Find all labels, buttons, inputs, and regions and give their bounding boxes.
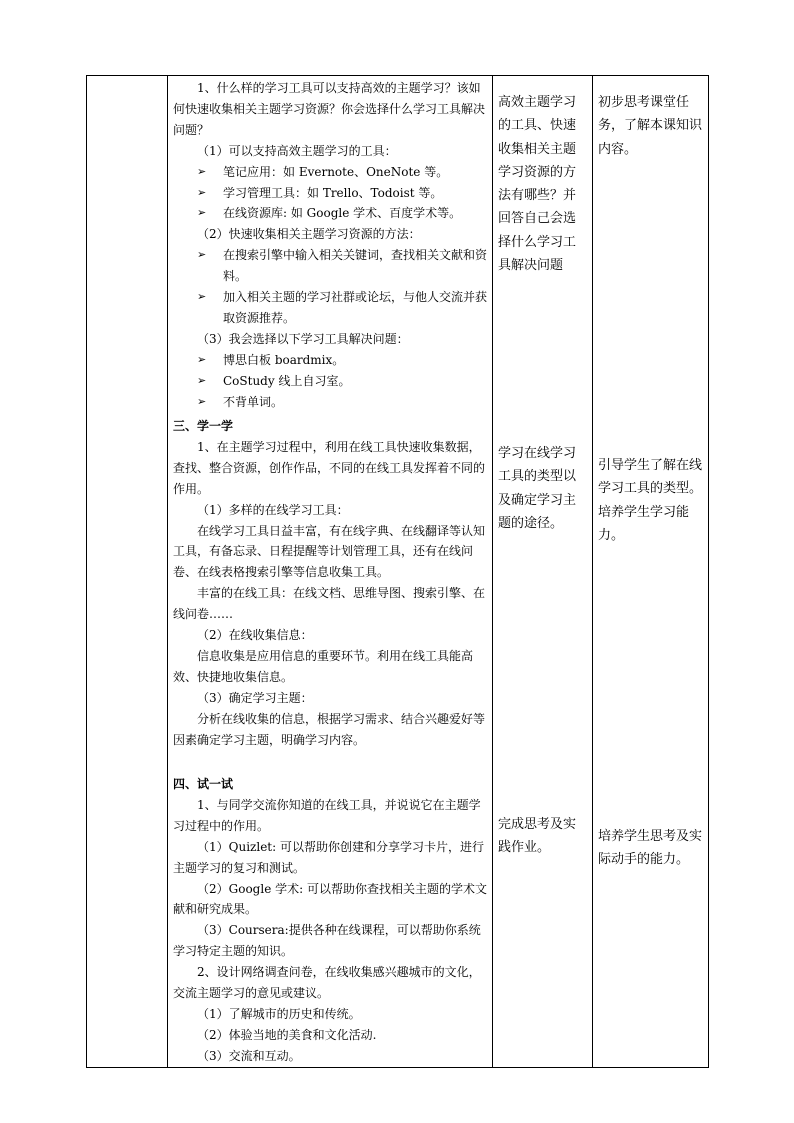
design-intent-cell [493,76,593,1068]
arrow-bullet-icon: ➢ [197,185,207,199]
paragraph: 分析在线收集的信息，根据学习需求、结合兴趣爱好等因素确定学习主题，明确学习内容。 [173,711,486,747]
paragraph: （1）Quizlet: 可以帮助你创建和分享学习卡片，进行主题学习的复习和测试。 [173,839,484,875]
design-intent-text: 学习在线学习工具的类型以及确定学习主题的途径。 [498,446,577,531]
list-item: （2）体验当地的美食和文化活动. [197,1027,377,1042]
question-paragraph: 1、什么样的学习工具可以支持高效的主题学习？该如何快速收集相关主题学习资源？你会选择什么学习工具解决问题？ [173,81,486,137]
paragraph: 1、在主题学习过程中，利用在线工具快速收集数据，查找、整合资源，创作作品，不同的在线工具发挥着不同的作用。 [173,439,486,496]
section-heading: 四、试一试 [173,777,234,791]
paragraph: 丰富的在线工具：在线文档、思维导图、搜索引擎、在线问卷…… [173,586,486,622]
subsection-title: （3）确定学习主题： [197,690,313,705]
section-learn [173,416,487,774]
subsection-title: （3）我会选择以下学习工具解决问题： [197,331,409,346]
arrow-bullet-icon: ➢ [197,206,207,220]
subsection-title: （2）在线收集信息： [197,628,313,643]
section-try [173,774,487,1067]
list-item: ➢ 在搜索引擎中输入相关关键词，查找相关文献和资料。 [173,245,487,287]
list-item: ➢ 在线资源库: 如 Google 学术、百度学术等。 [173,203,487,224]
paragraph: （2）Google 学术: 可以帮助你查找相关主题的学术文献和研究成果。 [173,881,487,917]
table-row [87,76,709,1068]
goal-text: 引导学生了解在线学习工具的类型。培养学生学习能力。 [598,458,703,543]
goal-text: 培养学生思考及实际动手的能力。 [598,829,703,868]
subsection-title: （1）可以支持高效主题学习的工具： [197,143,397,158]
list-item: （3）交流和互动。 [197,1048,301,1063]
arrow-bullet-icon: ➢ [197,373,207,387]
design-intent-text: 高效主题学习的工具、快速收集相关主题学习资源的方法有哪些？并回答自己会选择什么学习工具解决问题 [498,95,577,274]
list-item: （1）了解城市的历史和传统。 [197,1006,361,1021]
paragraph: 2、设计网络调查问卷，在线收集感兴趣城市的文化，交流主题学习的意见或建议。 [173,965,481,1001]
arrow-bullet-icon: ➢ [197,248,207,262]
paragraph: 信息收集是应用信息的重要环节。利用在线工具能高效、快捷地收集信息。 [173,648,474,684]
arrow-bullet-icon: ➢ [197,164,207,178]
subsection-title: （1）多样的在线学习工具： [197,502,349,517]
design-intent-text: 完成思考及实践作业。 [498,817,577,856]
list-item: ➢ 学习管理工具：如 Trello、Todoist 等。 [173,183,487,204]
arrow-bullet-icon: ➢ [197,290,207,304]
list-item: ➢ 加入相关主题的学习社群或论坛，与他人交流并获取资源推荐。 [173,287,487,329]
list-item: ➢ 笔记应用：如 Evernote、OneNote 等。 [173,162,487,183]
list-item: ➢ 不背单词。 [173,392,487,413]
paragraph: （3）Coursera:提供各种在线课程，可以帮助你系统学习特定主题的知识。 [173,923,481,959]
arrow-bullet-icon: ➢ [197,352,207,366]
section-heading: 三、学一学 [173,419,234,433]
empty-first-column-cell [87,76,168,1068]
teaching-content-cell [168,76,493,1068]
list-item: ➢ CoStudy 线上自习室。 [173,371,487,392]
goal-text: 初步思考课堂任务，了解本课知识内容。 [598,95,703,157]
goal-cell [593,76,709,1068]
subsection-title: （2）快速收集相关主题学习资源的方法： [197,227,421,242]
section-thinking [173,78,487,416]
paragraph: 在线学习工具日益丰富，有在线字典、在线翻译等认知工具，有备忘录、日程提醒等计划管理工具，还有在线问卷、在线表格搜索引擎等信息收集工具。 [173,523,486,580]
arrow-bullet-icon: ➢ [197,394,207,408]
lesson-plan-table [86,75,709,1068]
paragraph: 1、与同学交流你知道的在线工具，并说说它在主题学习过程中的作用。 [173,797,481,833]
list-item: ➢ 博思白板 boardmix。 [173,350,487,371]
